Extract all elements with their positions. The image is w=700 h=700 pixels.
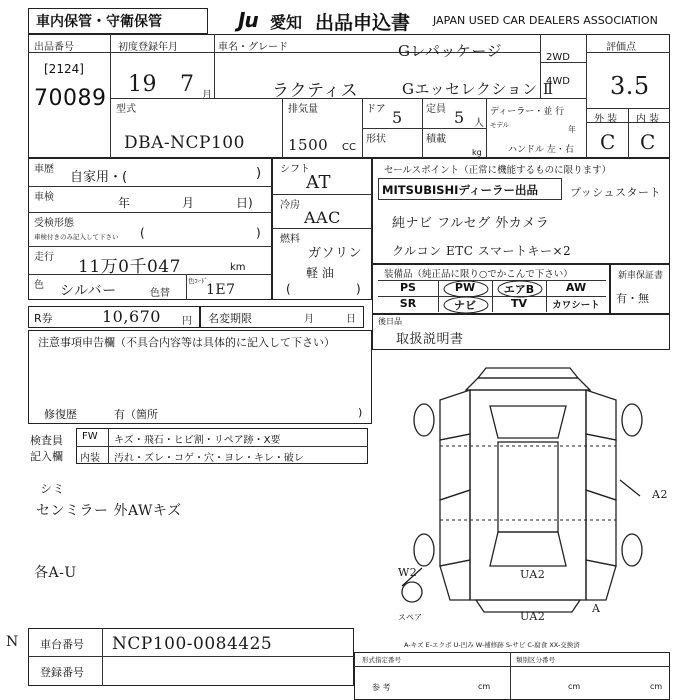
fuel-open-paren: ( [286,282,291,296]
storage-note: 車内保管・守衛保管 [36,14,162,30]
load-label: 積載 [426,134,446,145]
rating-label: 評価点 [606,42,636,53]
equip-kawa-seat: カワシート [552,300,600,311]
mark-ua2: UA2 [520,568,546,581]
history-close-paren: ) [256,166,262,181]
inspector-label-1: 検査員 [30,434,63,447]
recycle-unit: 円 [182,316,192,327]
reception-paren: ( [140,226,145,240]
dealer-import: ディーラー・並 行 [490,107,565,117]
circle-navi [444,297,488,313]
mark-ua-rear: UA2 [520,610,546,623]
model-year-unit: 年 [568,125,576,134]
document-title: 出品申込書 [315,12,411,34]
lot-label: 出品番号 [34,42,74,53]
reception-label: 受検形態 [34,218,74,229]
displacement-value: 1500 [288,136,329,154]
mark-a2-right: A2 [652,488,668,501]
first-reg-month: 7 [180,72,195,97]
reference-label: 参 考 [372,683,391,692]
equip-navi: ナビ [454,299,476,312]
drive-2wd: 2WD [546,52,570,63]
vehicle-info [28,158,272,300]
remark-line-3: 各A-U [34,565,77,581]
mileage-value: 11万0千047 [78,257,181,277]
postsale-label: 後日品 [378,317,402,326]
mileage-label: 走行 [34,252,54,263]
doors-label: ドア [366,104,386,115]
model-value: DBA-NCP100 [124,133,245,153]
capacity-unit: 人 [474,118,484,129]
drive-4wd: 4WD [546,76,570,87]
reference-unit-1: cm [478,682,491,691]
repair-close-paren: ) [358,406,363,419]
lot-number: 70089 [34,86,107,111]
equipment-circles [372,264,612,316]
ac-value: AAC [304,208,341,227]
warranty-value: 有・無 [616,292,649,305]
history-label: 車歴 [34,164,54,175]
fuel-label: 燃料 [280,234,300,245]
displacement-unit: CC [342,142,356,153]
mileage-unit: km [230,262,246,273]
postsale-value: 取扱説明書 [396,332,464,347]
remark-line-2: センミラー 外AWキズ [36,503,182,519]
selling-points-label: セールスポイント（正常に機能するものに限ります） [384,165,612,176]
shape-label: 形状 [366,134,386,145]
name-change-day: 日 [346,314,356,325]
fuel-gas: ガソリン [308,246,363,261]
org-name: 愛知 [270,13,303,32]
first-reg-month-unit: 月 [202,90,212,101]
spare-label: スペア [398,613,422,622]
name-change-label: 名変期限 [208,312,252,325]
ac-label: 冷房 [280,200,300,211]
lot-bracket: [2124] [44,62,84,76]
notes-label: 注意事項申告欄（不具合内容等は具体的に記入して下さい） [38,336,335,349]
inspection-month: 月 [182,196,195,210]
equip-sr: SR [399,297,417,310]
car-name: ラクティス [272,81,359,101]
ju-logo: Ju [238,8,258,32]
doors-value: 5 [392,108,403,127]
designation-label: 形式指定番号 [362,656,401,664]
remark-line-1: シミ [40,482,66,496]
dealer-badge: MITSUBISHIディーラー出品 [382,183,538,197]
car-grade-line: Gエッセレクション Ⅱ [402,80,554,98]
category-label: 類別区分番号 [516,656,555,664]
name-change-month: 月 [304,314,314,325]
inspection-label: 車検 [34,192,54,203]
color-code-label: 色ｺｰﾄﾞ [188,277,208,285]
first-reg-year: 19 [128,72,157,97]
registration-label: 登録番号 [40,666,84,679]
equip-airbag: エアB [503,283,535,296]
inspection-year: 年 [118,196,131,210]
association-name: JAPAN USED CAR DEALERS ASSOCIATION [433,14,658,27]
inspector-label-2: 記入欄 [30,450,63,463]
repair-history-value: 有（箇所 [114,408,158,421]
recycle-value: 10,670 [102,307,161,326]
chassis-value: NCP100-0084425 [112,634,273,654]
model-label: 型式 [116,104,136,115]
capacity-value: 5 [454,108,465,127]
chassis-label: 車台番号 [40,638,84,651]
selling-line-2: 純ナビ フルセグ 外カメラ [392,216,550,231]
color-code: 1E7 [206,282,236,298]
shift-label: シフト [280,164,310,175]
reception-close-paren: ) [256,226,261,240]
equipment-label: 装備品（純正品に限り○でかこんで下さい） [384,269,573,280]
color-value: シルバー [60,283,117,299]
inspection-day: 日) [236,196,253,210]
interior-insp-label: 内装 [80,453,100,464]
history-value: 自家用・( [70,170,128,185]
interior-insp-text: 汚れ・ズレ・コゲ・穴・ヨレ・キレ・破レ [114,453,304,464]
recycle-label: R券 [34,312,53,325]
reference-unit-3: cm [650,682,663,691]
fw-label: FW [82,431,98,442]
color-change-label: 色替 [150,288,170,299]
interior-label: 内 装 [636,114,660,125]
equip-ps: PS [400,281,416,294]
repair-history-label: 修復歴 [44,408,77,421]
selling-line-3: クルコン ETC スマートキー×2 [392,244,572,258]
equip-pw: PW [454,281,476,294]
fuel-diesel: 軽 油 [306,266,334,280]
n-mark: N [6,634,19,650]
car-grade: Gレパッケージ [398,42,503,60]
first-reg-label: 初度登録年月 [118,42,178,53]
color-label: 色 [34,280,44,291]
displacement-label: 排気量 [288,104,318,115]
circle-pw [444,281,488,297]
shift-value: AT [306,172,332,193]
reference-unit-2: cm [568,682,581,691]
designation-box [354,652,670,700]
equip-aw: AW [565,281,587,294]
car-damage-diagram [390,360,670,620]
car-name-label: 車名・グレード [218,42,288,53]
equip-tv: TV [510,297,528,310]
handle-side: ハンドル 左・右 [508,145,574,155]
fuel-close-paren: ) [356,282,361,296]
fw-text: キズ・飛石・ヒビ割・リペア跡・X要 [114,435,281,446]
capacity-label: 定員 [426,104,446,115]
model-year-label: モデル [490,121,510,129]
load-unit: kg [472,148,482,157]
mark-a-rear: A [592,602,601,615]
warranty-label: 新車保証書 [618,271,664,281]
circle-airbag [498,281,542,297]
rating-score: 3.5 [610,72,650,100]
exterior-label: 外 装 [594,114,618,125]
exterior-grade: C [600,130,616,154]
selling-line-1: プッシュスタート [570,186,662,199]
mark-w2: W2 [398,566,418,579]
reception-note: 車検付きのみ記入して下さい [34,233,119,241]
damage-legend: A-キズ E-エクボ U-凹み W-補修跡 S-サビ C-腐食 XX-交換済 [404,641,580,649]
interior-grade: C [640,130,656,154]
